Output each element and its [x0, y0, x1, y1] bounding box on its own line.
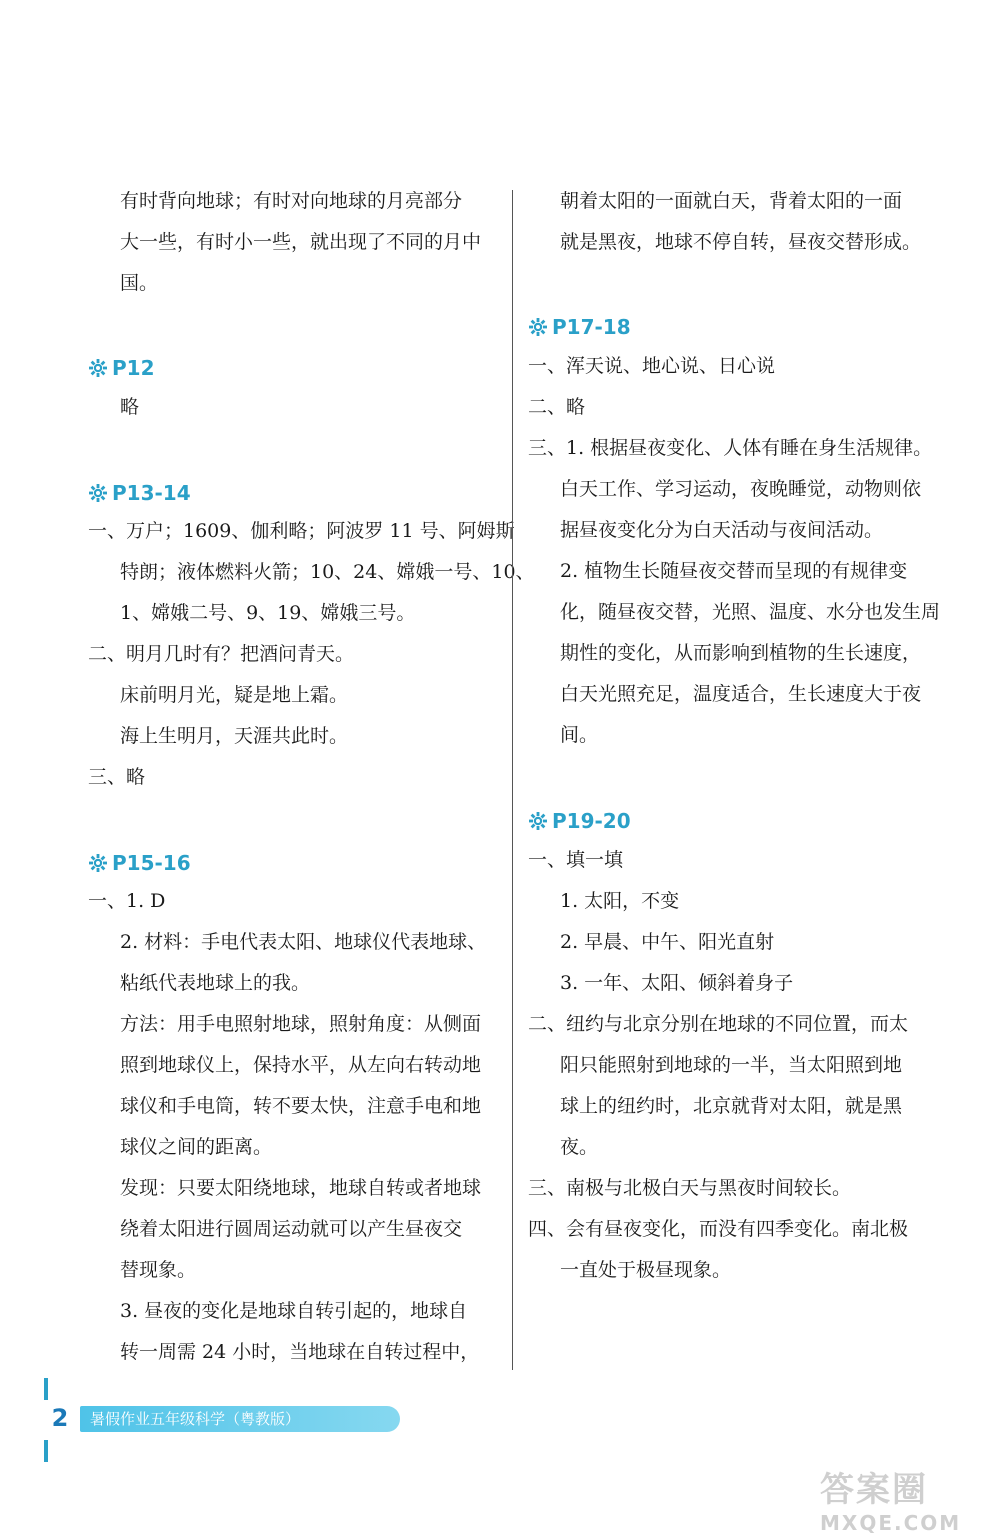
answer-line: 三、略	[88, 766, 146, 788]
section-heading	[88, 480, 191, 506]
answer-line: 粘纸代表地球上的我。	[120, 972, 311, 994]
answer-line: 一、浑天说、地心说、日心说	[528, 355, 776, 377]
answer-line: 球上的纽约时，北京就背对太阳，就是黑	[560, 1095, 903, 1117]
book-title-banner: 暑假作业五年级科学（粤教版）	[80, 1406, 400, 1432]
answer-line: 海上生明月，天涯共此时。	[120, 725, 349, 747]
section-heading	[88, 355, 155, 381]
answer-line: 二、纽约与北京分别在地球的不同位置，而太	[528, 1013, 909, 1035]
answer-line: 大一些，有时小一些，就出现了不同的月中	[120, 231, 482, 253]
section-heading	[528, 808, 631, 834]
section-heading	[528, 314, 631, 340]
answer-line: 转一周需 24 小时，当地球在自转过程中，	[120, 1341, 480, 1363]
answer-line: 据昼夜变化分为白天活动与夜间活动。	[560, 519, 884, 541]
answer-line: 就是黑夜，地球不停自转，昼夜交替形成。	[560, 231, 922, 253]
gear-icon	[528, 809, 552, 833]
answer-line: 1、嫦娥二号、9、19、嫦娥三号。	[120, 602, 416, 624]
answer-line: 一直处于极昼现象。	[560, 1259, 732, 1281]
answer-line: 方法：用手电照射地球，照射角度：从侧面	[120, 1013, 482, 1035]
answer-line: 间。	[560, 724, 599, 746]
answer-line: 一、填一填	[528, 849, 624, 871]
column-divider	[512, 190, 513, 1370]
answer-line: 照到地球仪上，保持水平，从左向右转动地	[120, 1054, 482, 1076]
footer-badge	[40, 1398, 370, 1440]
answer-line: 三、1. 根据昼夜变化、人体有睡在身生活规律。	[528, 437, 933, 459]
answer-line: 特朗；液体燃料火箭；10、24、嫦娥一号、10、	[120, 561, 535, 583]
answer-line: 3. 一年、太阳、倾斜着身子	[560, 972, 794, 994]
answer-line: 化，随昼夜交替，光照、温度、水分也发生周	[560, 601, 941, 623]
section-heading-text: P13-14	[112, 481, 191, 505]
answer-line: 3. 昼夜的变化是地球自转引起的，地球自	[120, 1300, 468, 1322]
answer-line: 球仪之间的距离。	[120, 1136, 273, 1158]
answer-line: 二、明月几时有？把酒问青天。	[88, 643, 355, 665]
answer-line: 2. 早晨、中午、阳光直射	[560, 931, 775, 953]
answer-line: 1. 太阳，不变	[560, 890, 680, 912]
answer-line: 2. 材料：手电代表太阳、地球仪代表地球、	[120, 931, 487, 953]
answer-line: 白天光照充足，温度适合，生长速度大于夜	[560, 683, 922, 705]
answer-line: 白天工作、学习运动，夜晚睡觉，动物则依	[560, 478, 922, 500]
answer-line: 二、略	[528, 396, 586, 418]
section-heading-text: P17-18	[552, 315, 631, 339]
site-watermark	[820, 1462, 990, 1535]
answer-line: 国。	[120, 272, 159, 294]
answer-line: 一、万户；1609、伽利略；阿波罗 11 号、阿姆斯	[88, 520, 515, 542]
answer-line: 发现：只要太阳绕地球，地球自转或者地球	[120, 1177, 482, 1199]
gear-icon	[88, 356, 112, 380]
page-number: 2	[44, 1402, 76, 1434]
section-heading-text: P19-20	[552, 809, 631, 833]
answer-line: 四、会有昼夜变化，而没有四季变化。南北极	[528, 1218, 909, 1240]
answer-line: 床前明月光，疑是地上霜。	[120, 684, 349, 706]
gear-icon	[88, 481, 112, 505]
section-heading	[88, 850, 191, 876]
answer-line: 一、1. D	[88, 890, 166, 912]
footer-decor-top	[44, 1378, 48, 1400]
answer-line: 三、南极与北极白天与黑夜时间较长。	[528, 1177, 852, 1199]
section-heading-text: P12	[112, 356, 155, 380]
answer-line: 替现象。	[120, 1259, 197, 1281]
watermark-logo-text: 答案圈	[820, 1470, 928, 1510]
footer-decor-bottom	[44, 1440, 48, 1462]
answer-line: 2. 植物生长随昼夜交替而呈现的有规律变	[560, 560, 908, 582]
answer-line: 夜。	[560, 1136, 599, 1158]
answer-line: 朝着太阳的一面就白天，背着太阳的一面	[560, 190, 903, 212]
section-heading-text: P15-16	[112, 851, 191, 875]
answer-line: 期性的变化，从而影响到植物的生长速度，	[560, 642, 922, 664]
answer-line: 球仪和手电筒，转不要太快，注意手电和地	[120, 1095, 482, 1117]
answer-line: 阳只能照射到地球的一半，当太阳照到地	[560, 1054, 903, 1076]
gear-icon	[528, 315, 552, 339]
watermark-url: MXQE.COM	[820, 1511, 962, 1535]
answer-line: 绕着太阳进行圆周运动就可以产生昼夜交	[120, 1218, 463, 1240]
gear-icon	[88, 851, 112, 875]
answer-line: 略	[120, 396, 140, 418]
answer-line: 有时背向地球；有时对向地球的月亮部分	[120, 190, 463, 212]
